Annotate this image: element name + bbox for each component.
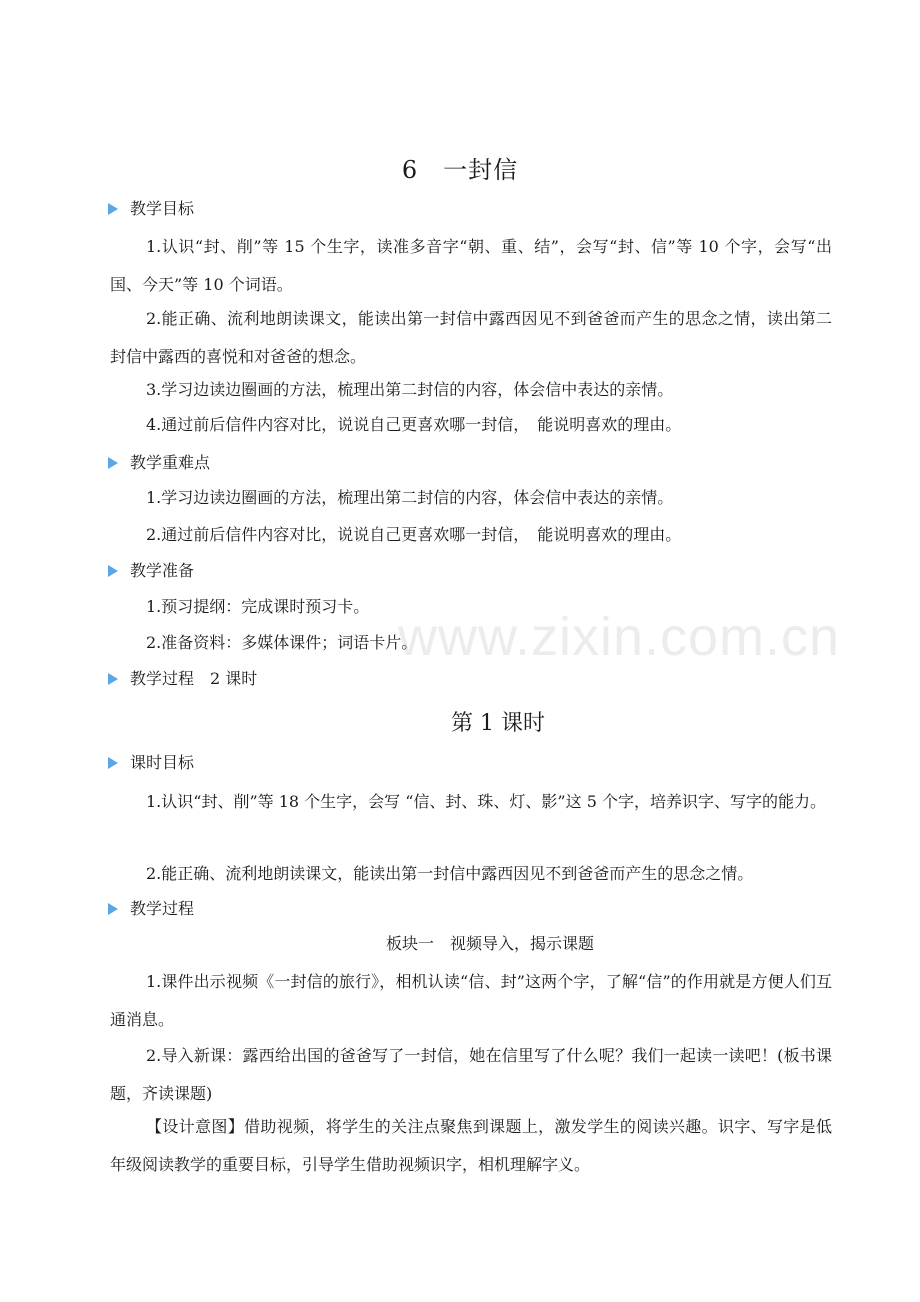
section-heading-key-points (108, 452, 210, 474)
section-heading-goals (108, 198, 194, 220)
lesson-goal-item-2: 2.能正确、流利地朗读课文，能读出第一封信中露西因见不到爸爸而产生的思念之情。 (146, 864, 754, 883)
triangle-bullet-icon (108, 903, 118, 915)
lesson-process-heading (108, 898, 194, 920)
goal-item-2: 2.能正确、流利地朗读课文，能读出第一封信中露西因见不到爸爸而产生的思念之情，读出第二封信中露西的喜悦和对爸爸的想念。 (110, 309, 832, 366)
heading-label: 教学过程 2 课时 (130, 669, 258, 688)
watermark: www.zixin.com.cn (398, 607, 841, 667)
goal-item-4: 4.通过前后信件内容对比，说说自己更喜欢哪一封信， 能说明喜欢的理由。 (146, 415, 682, 434)
block-item-2: 2.导入新课：露西给出国的爸爸写了一封信，她在信里写了什么呢？我们一起读一读吧！(板书课题，齐读课题) (110, 1046, 832, 1103)
triangle-bullet-icon (108, 457, 118, 469)
heading-label: 课时目标 (130, 753, 195, 772)
design-intent: 【设计意图】借助视频，将学生的关注点聚焦到课题上，激发学生的阅读兴趣。识字、写字是低年级阅读教学的重要目标，引导学生借助视频识字，相机理解字义。 (110, 1117, 832, 1174)
triangle-bullet-icon (108, 565, 118, 577)
key-point-item-1: 1.学习边读边圈画的方法，梳理出第二封信的内容，体会信中表达的亲情。 (146, 488, 674, 507)
heading-label: 教学过程 (130, 899, 195, 918)
heading-label: 教学准备 (130, 561, 195, 580)
page-title: 6 一封信 (401, 156, 519, 184)
triangle-bullet-icon (108, 757, 118, 769)
triangle-bullet-icon (108, 203, 118, 215)
lesson-title: 第 1 课时 (451, 711, 545, 736)
goal-item-1: 1.认识“封、削”等 15 个生字，读准多音字“朝、重、结”，会写“封、信”等 10 个字，会写“出国、今天”等 10 个词语。 (110, 237, 832, 294)
prep-item-2: 2.准备资料：多媒体课件；词语卡片。 (146, 633, 418, 652)
section-heading-preparation (108, 560, 194, 582)
lesson-goal-item-1: 1.认识“封、削”等 18 个生字，会写 “信、封、珠、灯、影”这 5 个字，培养识字、写字的能力。 (146, 792, 826, 811)
triangle-bullet-icon (108, 673, 118, 685)
lesson-goals-heading (108, 752, 194, 774)
section-heading-process (108, 668, 257, 690)
block-title: 板块一 视频导入，揭示课题 (385, 934, 594, 953)
heading-label: 教学目标 (130, 199, 195, 218)
prep-item-1: 1.预习提纲：完成课时预习卡。 (146, 597, 370, 616)
block-item-1: 1.课件出示视频《一封信的旅行》，相机认读“信、封”这两个字，了解“信”的作用就是方便人们互通消息。 (110, 972, 832, 1029)
heading-label: 教学重难点 (130, 453, 211, 472)
goal-item-3: 3.学习边读边圈画的方法，梳理出第二封信的内容，体会信中表达的亲情。 (146, 380, 674, 399)
key-point-item-2: 2.通过前后信件内容对比，说说自己更喜欢哪一封信， 能说明喜欢的理由。 (146, 525, 682, 544)
